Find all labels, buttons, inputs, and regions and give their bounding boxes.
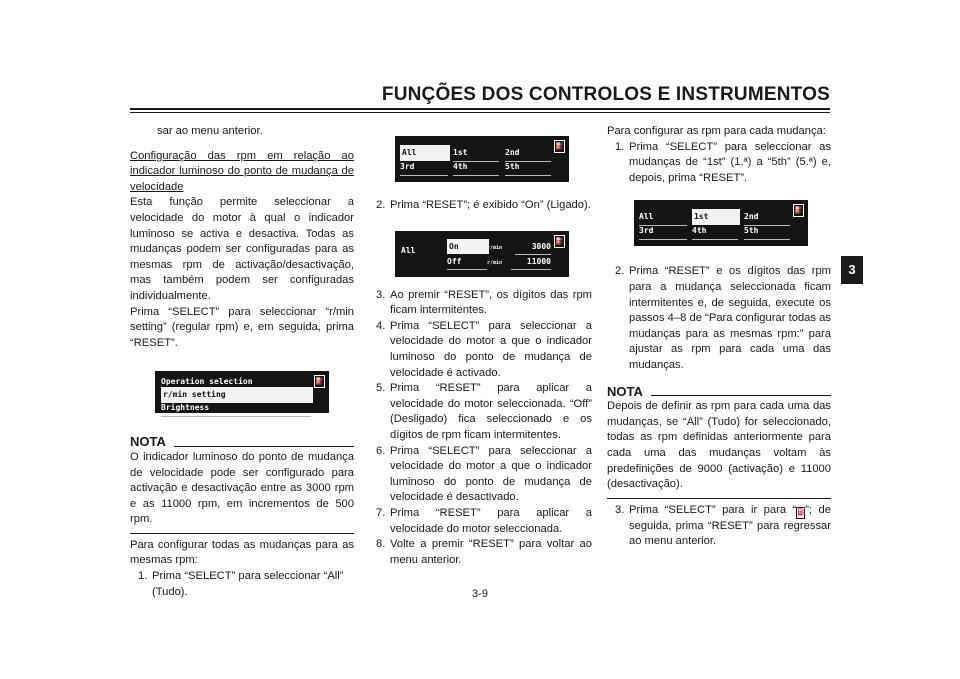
lcd-cell: 3rd xyxy=(639,223,687,240)
lcd-cell: 1st xyxy=(453,145,499,162)
header-rule xyxy=(130,108,830,110)
step-item: 5. Prima “RESET” para aplicar a velocidade do motor seleccionada. “Off” (Desligado) fica seleccionado e os dígitos de rpm ficam intermitentes. xyxy=(376,382,592,441)
fuel-pump-icon: ⛽ xyxy=(554,235,565,248)
lcd-on-value: 3000 xyxy=(515,239,551,256)
lcd-off-value: 11000 xyxy=(511,254,551,271)
step-item: 2. Prima “RESET” e os dígitos das rpm para a mudança seleccionada ficam intermitentes e, de seguida, execute os passos 4–8 de “Para configurar todas as mudanças para as mesmas rpm:” para ajustar as rpm para cada uma das mudanças. xyxy=(615,265,831,371)
note-text: O indicador luminoso do ponto de mudança de velocidade pode ser configurado para activação e desactivação entre as 3000 rpm e as 11000 rpm, em incrementos de 500 rpm. xyxy=(130,450,354,526)
note-end-rule xyxy=(130,533,354,534)
lcd-cell: 5th xyxy=(505,159,551,176)
note-heading: NOTA xyxy=(607,384,831,400)
note-text: Depois de definir as rpm para cada uma das mudanças, se “All” (Tudo) for seleccionado, todas as rpm definidas anteriormente para cada uma das mudanças voltam às predefinições de 9000 (activação) e 11000 (desactivação). xyxy=(607,400,831,491)
step-list xyxy=(368,288,592,569)
lcd-display-operation xyxy=(155,371,329,413)
lcd-cell-selected: All xyxy=(400,145,450,161)
lcd-off-label: Off xyxy=(447,254,487,271)
column-1 xyxy=(130,124,354,600)
note-heading: NOTA xyxy=(130,434,354,450)
lcd-unit: r/min xyxy=(487,259,503,266)
lcd-cell: All xyxy=(639,209,687,226)
fuel-pump-icon: ⛽ xyxy=(796,507,805,519)
paragraph: Esta função permite seleccionar a velocidade do motor à qual o indicador luminoso se activa e desactiva. Todas as mudanças podem ser configuradas para as mesmas rpm de activação/desactivação, mas também podem ser configuradas individualmente. xyxy=(130,196,354,302)
fuel-pump-icon: ⛽ xyxy=(314,375,325,388)
step-item: 6. Prima “SELECT” para seleccionar a velocidade do motor a que o indicador luminoso do ponto de mudança de velocidade é desactivado. xyxy=(376,444,592,504)
column-2 xyxy=(368,124,592,568)
step-item: 3. Ao premir “RESET”, os dígitos das rpm ficam intermitentes. xyxy=(376,288,592,317)
step-item: 1. Prima “SELECT” para seleccionar as mudanças de “1st” (1.ª) a “5th” (5.ª) e, depois, prima “RESET”. xyxy=(615,140,831,184)
continued-text: sar ao menu anterior. xyxy=(157,125,263,137)
note-end-rule xyxy=(607,498,831,499)
lcd-row: Operation selection xyxy=(161,374,311,391)
lcd-cell: 5th xyxy=(744,223,790,240)
lcd-cell: 4th xyxy=(692,223,738,240)
chapter-tab: 3 xyxy=(841,256,863,284)
lcd-cell: 2nd xyxy=(744,209,790,226)
lcd-cell: 4th xyxy=(453,159,499,176)
lcd-label: All xyxy=(401,245,416,255)
step-item: 7. Prima “RESET” para aplicar a velocidade do motor seleccionada. xyxy=(376,506,592,535)
fuel-pump-icon: ⛽ xyxy=(793,204,804,217)
step-item: 1. Prima “SELECT” para seleccionar “All” (Tudo). xyxy=(138,570,344,598)
lcd-display-gears xyxy=(395,136,569,182)
lcd-row: Brightness xyxy=(161,400,311,417)
paragraph: Para configurar todas as mudanças para as mesmas rpm: xyxy=(130,538,354,567)
column-3 xyxy=(607,124,831,550)
fuel-pump-icon: ⛽ xyxy=(554,140,565,153)
lcd-cell-selected: 1st xyxy=(692,209,740,225)
lcd-display-gears xyxy=(634,200,808,246)
section-subheading: Configuração das rpm em relação ao indicador luminoso do ponto de mudança de velocidade xyxy=(130,149,354,193)
step-item: 2. Prima “RESET”; é exibido “On” (Ligado). xyxy=(376,199,591,211)
paragraph: Prima “SELECT” para seleccionar “r/min setting” (regular rpm) e, em seguida, prima “RESET”. xyxy=(130,305,354,349)
header-rule-thin xyxy=(130,112,830,113)
lcd-unit: r/min xyxy=(487,244,503,251)
page-number: 3-9 xyxy=(472,588,488,600)
step-item: 3. Prima “SELECT” para ir para “⛽”; de seguida, prima “RESET” para regressar ao menu anterior. xyxy=(615,503,831,548)
lcd-row-selected: r/min setting xyxy=(161,387,313,403)
page-header-title: FUNÇÕES DOS CONTROLOS E INSTRUMENTOS xyxy=(381,84,830,105)
lcd-on-label: On xyxy=(447,239,489,255)
lcd-display-on-off xyxy=(395,231,569,277)
paragraph: Para configurar as rpm para cada mudança: xyxy=(607,125,826,137)
step-item: 8. Volte a premir “RESET” para voltar ao menu anterior. xyxy=(376,538,592,566)
step-item: 4. Prima “SELECT” para seleccionar a velocidade do motor a que o indicador luminoso do ponto de mudança de velocidade é activado. xyxy=(376,319,592,379)
lcd-cell: 2nd xyxy=(505,145,551,162)
lcd-cell: 3rd xyxy=(400,159,448,176)
